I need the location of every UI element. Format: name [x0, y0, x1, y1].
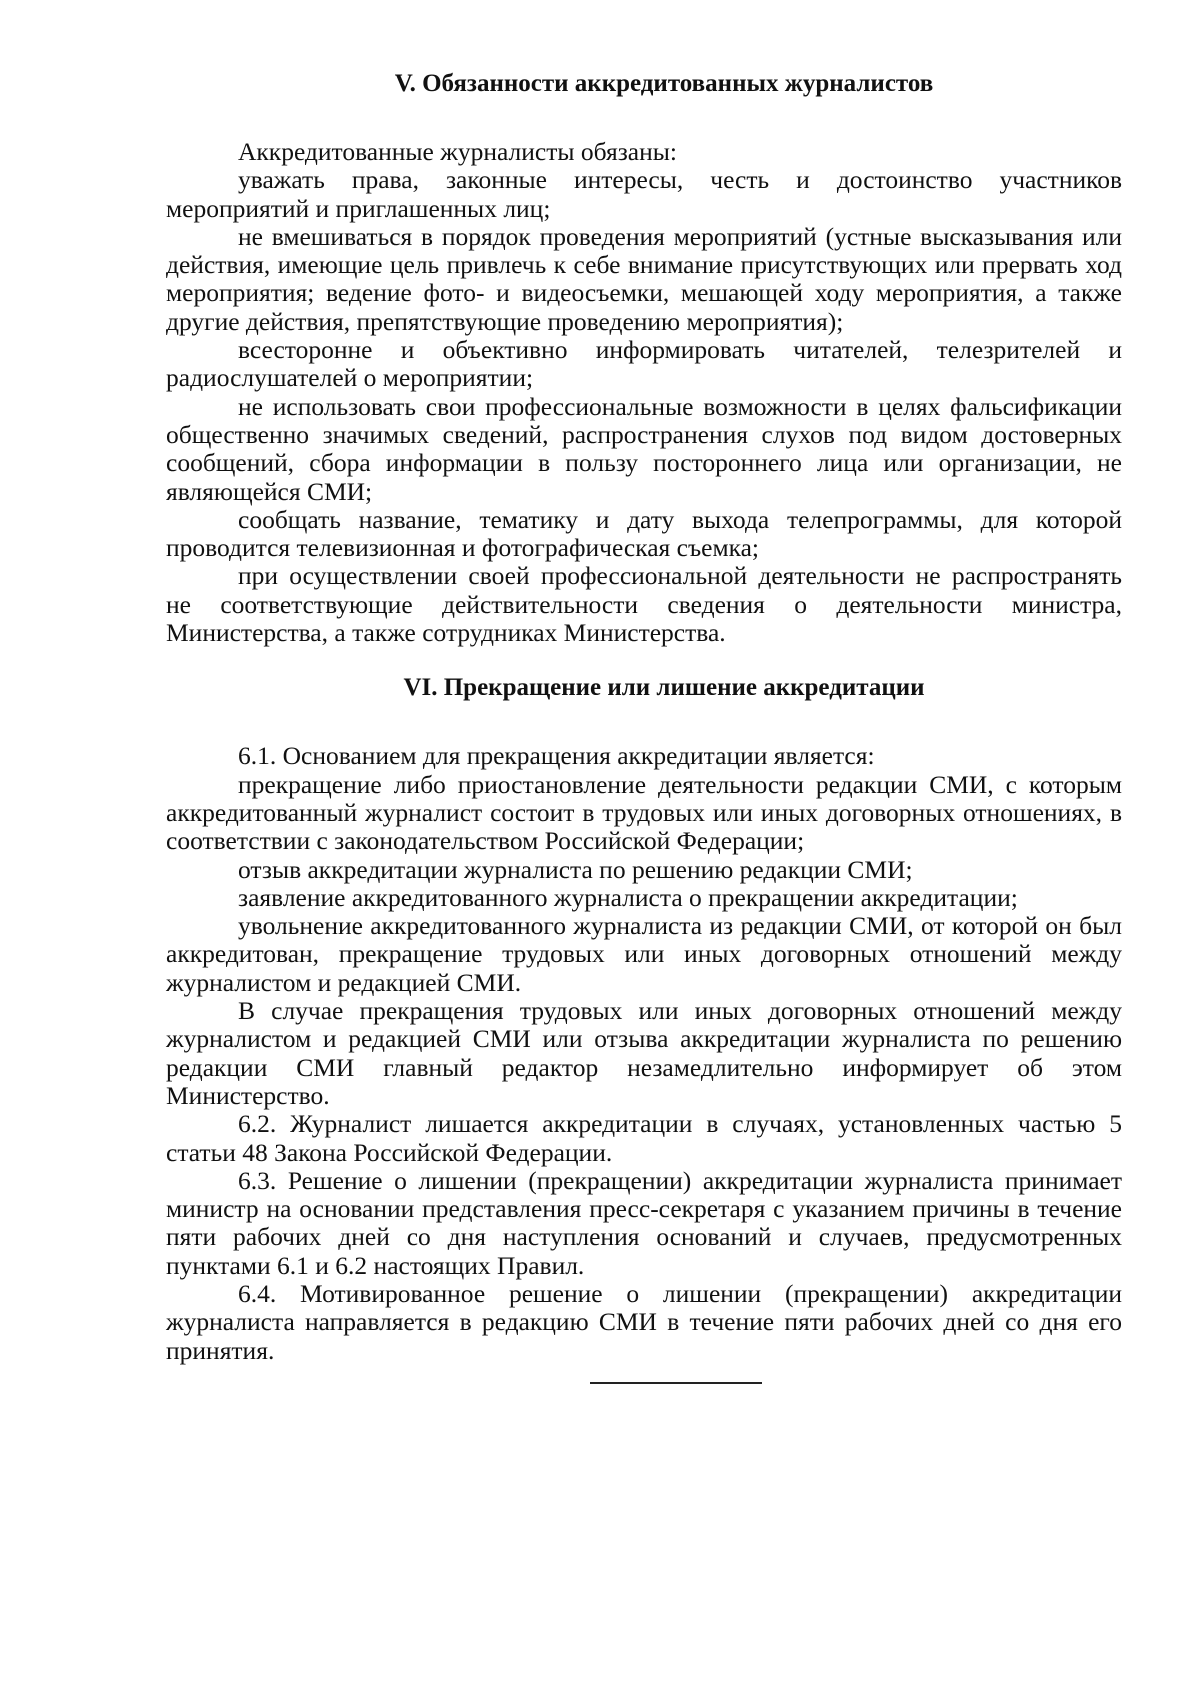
section-5-paragraph-5: не использовать свои профессиональные возможности в целях фальсификации общественно значимых сведений, распространения слухов под видом достоверных сообщений, сбора информации в пользу постороннего лица или организации, не являющейся СМИ;: [166, 391, 1122, 506]
section-6-paragraph-8: 6.3. Решение о лишении (прекращении) аккредитации журналиста принимает министр на основании представления пресс-секретаря с указанием причины в течение пяти рабочих дней со дня наступления оснований и случаев, предусмотренных пунктами 6.1 и 6.2 настоящих Правил.: [166, 1165, 1122, 1280]
section-6-paragraph-1: 6.1. Основанием для прекращения аккредитации является:: [238, 741, 875, 771]
section-5-paragraph-7: при осуществлении своей профессиональной деятельности не распространять не соответствующие действительности сведения о деятельности министра, Министерства, а также сотрудниках Министерства.: [166, 561, 1122, 648]
section-6-paragraph-2: прекращение либо приостановление деятельности редакции СМИ, с которым аккредитованный журналист состоит в трудовых или иных договорных отношениях, в соответствии с законодательством Российской Федерации;: [166, 769, 1122, 856]
section-6-heading: VI. Прекращение или лишение аккредитации: [403, 674, 925, 702]
section-6-paragraph-7: 6.2. Журналист лишается аккредитации в случаях, установленных частью 5 статьи 48 Закона Российской Федерации.: [166, 1109, 1122, 1167]
section-6-paragraph-5: увольнение аккредитованного журналиста из редакции СМИ, от которой он был аккредитован, прекращение трудовых или иных договорных отношений между журналистом и редакцией СМИ.: [166, 911, 1122, 997]
section-5-paragraph-6: сообщать название, тематику и дату выхода телепрограммы, для которой проводится телевизионная и фотографическая съемка;: [166, 504, 1122, 563]
section-6-paragraph-9: 6.4. Мотивированное решение о лишении (прекращении) аккредитации журналиста направляется в редакцию СМИ в течение пяти рабочих дней со дня его принятия.: [166, 1278, 1122, 1365]
section-6-paragraph-3: отзыв аккредитации журналиста по решению редакции СМИ;: [238, 854, 913, 884]
section-6-paragraph-6: В случае прекращения трудовых или иных договорных отношений между журналистом и редакцией СМИ или отзыва аккредитации журналиста по решению редакции СМИ главный редактор незамедлительно информирует об этом Министерство.: [166, 996, 1122, 1110]
section-5-paragraph-2: уважать права, законные интересы, честь и достоинство участников мероприятий и приглашенных лиц;: [166, 165, 1122, 223]
document-content: [166, 70, 1122, 1365]
section-5-paragraph-4: всесторонне и объективно информировать читателей, телезрителей и радиослушателей о мероприятии;: [166, 335, 1122, 393]
section-5-heading: V. Обязанности аккредитованных журналистов: [394, 70, 934, 97]
section-5-paragraph-3: не вмешиваться в порядок проведения мероприятий (устные высказывания или действия, имеющие цель привлечь к себе внимание присутствующих или прервать ход мероприятия; ведение фото- и видеосъемки, мешающей ходу мероприятия, а также другие действия, препятствующие проведению мероприятия);: [166, 221, 1122, 336]
section-5-paragraph-1: Аккредитованные журналисты обязаны:: [238, 137, 677, 166]
end-divider-line: [590, 1382, 762, 1384]
section-6-paragraph-4: заявление аккредитованного журналиста о прекращении аккредитации;: [238, 882, 1018, 912]
